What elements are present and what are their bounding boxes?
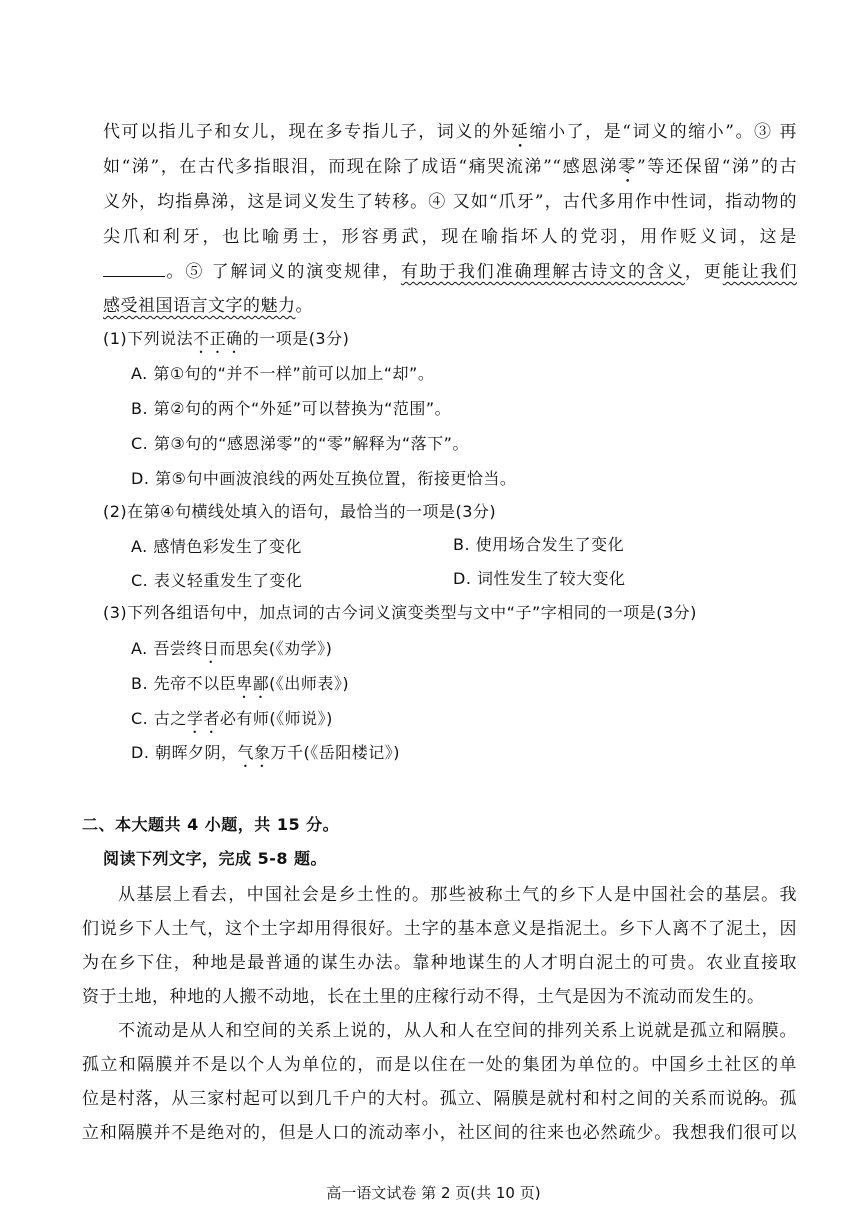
q1-option-c: C. 第③句的“感恩涕零”的“零”解释为“落下”。 [131, 434, 469, 453]
passage-line-4: 尖爪和利牙，也比喻勇士，形容勇武，现在喻指坏人的党羽，用作贬义词，这是 [103, 227, 797, 247]
passage-line-2: 如“涕”，在古代多指眼泪，而现在除了成语“痛哭流涕”“感恩涕零”等还保留“涕”的古 [103, 157, 798, 177]
q2-option-a: A. 感情色彩发生了变化 [131, 537, 302, 556]
passage-line-5: 。⑤ 了解词义的演变规律，有助于我们准确理解古诗文的含义，更能让我们 [103, 257, 797, 282]
squiggle-mark-icon [745, 1095, 763, 1101]
passage-line-3: 义外，均指鼻涕，这是词义发生了转移。④ 又如“爪牙”，古代多用作中性词，指动物的 [103, 192, 797, 212]
q3-option-b: B. 先帝不以臣卑鄙(《出师表》) [131, 674, 350, 693]
paragraph-2-line-1: 不流动是从人和空间的关系上说的，从人和人在空间的排列关系上说就是孤立和隔膜。 [118, 1021, 797, 1041]
emphasized-not-correct: 不正确 [193, 329, 243, 348]
question-2-stem: (2)在第④句横线处填入的语句，最恰当的一项是(3分) [103, 502, 497, 521]
q2-option-b: B. 使用场合发生了变化 [453, 535, 625, 554]
q2-option-d: D. 词性发生了较大变化 [453, 569, 626, 588]
q3-option-a: A. 吾尝终日而思矣(《劝学》) [131, 639, 333, 658]
emphasized-char: 延 [511, 122, 530, 142]
question-3-stem: (3)下列各组语句中，加点词的古今词义演变类型与文中“子”字相同的一项是(3分) [103, 603, 697, 622]
emphasized-word: 学者 [186, 709, 220, 728]
emphasized-word: 日 [202, 639, 220, 658]
question-1-stem: (1)下列说法不正确的一项是(3分) [103, 329, 350, 348]
q1-option-b: B. 第②句的两个“外延”可以替换为“范围”。 [131, 399, 452, 418]
section-2-title: 二、本大题共 4 小题，共 15 分。 [82, 815, 340, 834]
passage-line-6: 感受祖国语言文字的魅力。 [103, 296, 313, 316]
q3-option-d: D. 朝晖夕阴，气象万千(《岳阳楼记》) [131, 743, 401, 762]
emphasized-word: 卑鄙 [236, 674, 270, 693]
wavy-underlined-phrase-1: 有助于我们准确理解古诗文的含义 [400, 262, 685, 282]
q3-option-c: C. 古之学者必有师(《师说》) [131, 709, 333, 728]
paragraph-1-line-1: 从基层上看去，中国社会是乡土性的。那些被称土气的乡下人是中国社会的基层。我 [118, 885, 797, 905]
paragraph-1-line-4: 资于土地，种地的人搬不动地，长在土里的庄稼行动不得，土气是因为不流动而发生的。 [82, 987, 765, 1007]
wavy-underlined-phrase-2b: 感受祖国语言文字的魅力 [103, 296, 296, 316]
paragraph-1-line-3: 为在乡下住，种地是最普通的谋生办法。靠种地谋生的人才明白泥土的可贵。农业直接取 [82, 953, 797, 973]
wavy-underlined-phrase-2a: 能让我们 [722, 262, 798, 282]
section-2-instruction: 阅读下列文字，完成 5-8 题。 [103, 849, 328, 868]
paragraph-2-line-2: 孤立和隔膜并不是以个人为单位的，而是以住在一处的集团为单位的。中国乡土社区的单 [82, 1055, 797, 1075]
emphasized-char: 零 [618, 157, 638, 177]
fill-blank-line [103, 262, 165, 277]
emphasized-word: 气象 [237, 743, 271, 762]
passage-line-1: 代可以指儿子和女儿，现在多专指儿子，词义的外延缩小了，是“词义的缩小”。③ 再 [103, 122, 798, 142]
q1-option-a: A. 第①句的“并不一样”前可以加上“却”。 [131, 364, 435, 383]
paragraph-2-line-4: 立和隔膜并不是绝对的，但是人口的流动率小，社区间的往来也必然疏少。我想我们很可以 [82, 1123, 797, 1143]
page-footer: 高一语文试卷 第 2 页(共 10 页) [326, 1184, 541, 1202]
paragraph-1-line-2: 们说乡下人土气，这个土字却用得很好。土字的基本意义是指泥土。乡下人离不了泥土，因 [82, 919, 797, 939]
q1-option-d: D. 第⑤句中画波浪线的两处互换位置，衔接更恰当。 [131, 469, 517, 488]
paragraph-2-line-3: 位是村落，从三家村起可以到几千户的大村。孤立、隔膜是就村和村之间的关系而说的。孤 [82, 1089, 797, 1109]
q2-option-c: C. 表义轻重发生了变化 [131, 571, 303, 590]
